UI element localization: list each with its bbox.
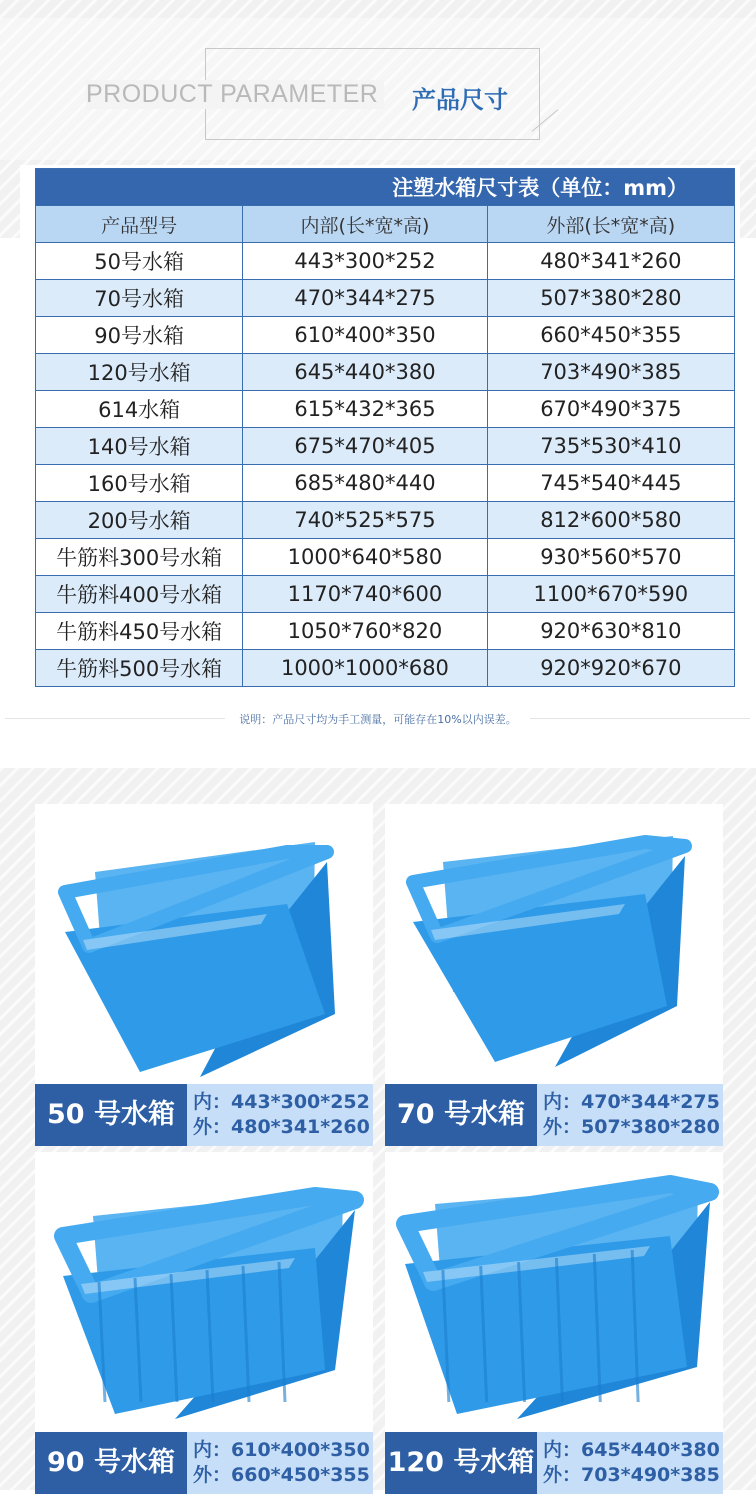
inner-dimension: 内：610*400*350 <box>193 1439 370 1461</box>
cell-inner-size: 1170*740*600 <box>243 576 487 613</box>
cell-inner-size: 685*480*440 <box>243 465 487 502</box>
cell-model: 牛筋料300号水箱 <box>36 539 243 576</box>
cell-inner-size: 645*440*380 <box>243 354 487 391</box>
table-row <box>36 280 735 317</box>
table-row <box>36 465 735 502</box>
inner-dimension: 内：645*440*380 <box>543 1439 720 1461</box>
cell-outer-size: 507*380*280 <box>487 280 734 317</box>
tank-illustration <box>385 1152 723 1432</box>
product-dimensions <box>187 1432 373 1494</box>
cell-outer-size: 920*630*810 <box>487 613 734 650</box>
cell-model: 牛筋料450号水箱 <box>36 613 243 650</box>
outer-dimension: 外：507*380*280 <box>543 1116 720 1138</box>
cell-model: 140号水箱 <box>36 428 243 465</box>
cell-model: 牛筋料400号水箱 <box>36 576 243 613</box>
table-row <box>36 354 735 391</box>
cell-inner-size: 675*470*405 <box>243 428 487 465</box>
table-row <box>36 428 735 465</box>
cell-outer-size: 703*490*385 <box>487 354 734 391</box>
table-row <box>36 391 735 428</box>
column-header-outer: 外部(长*宽*高) <box>487 206 734 243</box>
cell-inner-size: 470*344*275 <box>243 280 487 317</box>
section-title-english: PRODUCT PARAMETER <box>86 80 384 109</box>
cell-inner-size: 1050*760*820 <box>243 613 487 650</box>
size-table <box>35 168 735 687</box>
cell-outer-size: 1100*670*590 <box>487 576 734 613</box>
product-name: 120 号水箱 <box>387 1447 535 1478</box>
product-name: 70 号水箱 <box>397 1099 525 1130</box>
cell-outer-size: 745*540*445 <box>487 465 734 502</box>
table-row <box>36 539 735 576</box>
water-tank-image <box>35 804 373 1084</box>
tank-illustration <box>35 1152 373 1432</box>
cell-outer-size: 735*530*410 <box>487 428 734 465</box>
cell-outer-size: 812*600*580 <box>487 502 734 539</box>
outer-dimension: 外：660*450*355 <box>193 1464 370 1486</box>
cell-inner-size: 1000*1000*680 <box>243 650 487 687</box>
table-row <box>36 613 735 650</box>
product-label <box>35 1084 373 1146</box>
product-dimensions <box>187 1084 373 1146</box>
product-label <box>35 1432 373 1494</box>
cell-model: 160号水箱 <box>36 465 243 502</box>
column-header-model: 产品型号 <box>36 206 243 243</box>
cell-inner-size: 615*432*365 <box>243 391 487 428</box>
outer-dimension: 外：480*341*260 <box>193 1116 370 1138</box>
product-dimensions <box>537 1084 723 1146</box>
product-name: 50 号水箱 <box>47 1099 175 1130</box>
product-card <box>35 1152 373 1494</box>
cell-model: 614水箱 <box>36 391 243 428</box>
cell-outer-size: 930*560*570 <box>487 539 734 576</box>
cell-outer-size: 480*341*260 <box>487 243 734 280</box>
cell-inner-size: 1000*640*580 <box>243 539 487 576</box>
product-label <box>385 1432 723 1494</box>
outer-dimension: 外：703*490*385 <box>543 1464 720 1486</box>
cell-outer-size: 920*920*670 <box>487 650 734 687</box>
table-row <box>36 502 735 539</box>
section-title-chinese: 产品尺寸 <box>412 86 508 114</box>
cell-inner-size: 443*300*252 <box>243 243 487 280</box>
product-card <box>35 804 373 1146</box>
cell-model: 70号水箱 <box>36 280 243 317</box>
product-card <box>385 1152 723 1494</box>
product-card <box>385 804 723 1146</box>
cell-model: 50号水箱 <box>36 243 243 280</box>
tank-illustration <box>385 804 723 1084</box>
cell-inner-size: 610*400*350 <box>243 317 487 354</box>
product-dimensions <box>537 1432 723 1494</box>
inner-dimension: 内：470*344*275 <box>543 1091 720 1113</box>
table-row <box>36 317 735 354</box>
table-row <box>36 243 735 280</box>
cell-inner-size: 740*525*575 <box>243 502 487 539</box>
cell-model: 90号水箱 <box>36 317 243 354</box>
table-row <box>36 650 735 687</box>
water-tank-image <box>385 1152 723 1432</box>
cell-outer-size: 660*450*355 <box>487 317 734 354</box>
product-label <box>385 1084 723 1146</box>
cell-outer-size: 670*490*375 <box>487 391 734 428</box>
cell-model: 120号水箱 <box>36 354 243 391</box>
column-header-inner: 内部(长*宽*高) <box>243 206 487 243</box>
product-name: 90 号水箱 <box>47 1447 175 1478</box>
water-tank-image <box>385 804 723 1084</box>
inner-dimension: 内：443*300*252 <box>193 1091 370 1113</box>
cell-model: 200号水箱 <box>36 502 243 539</box>
table-title: 注塑水箱尺寸表（单位：mm） <box>36 169 735 206</box>
tank-illustration <box>35 804 373 1084</box>
table-row <box>36 576 735 613</box>
water-tank-image <box>35 1152 373 1432</box>
cell-model: 牛筋料500号水箱 <box>36 650 243 687</box>
measurement-note: 说明：产品尺寸均为手工测量，可能存在10%以内误差。 <box>239 713 517 726</box>
